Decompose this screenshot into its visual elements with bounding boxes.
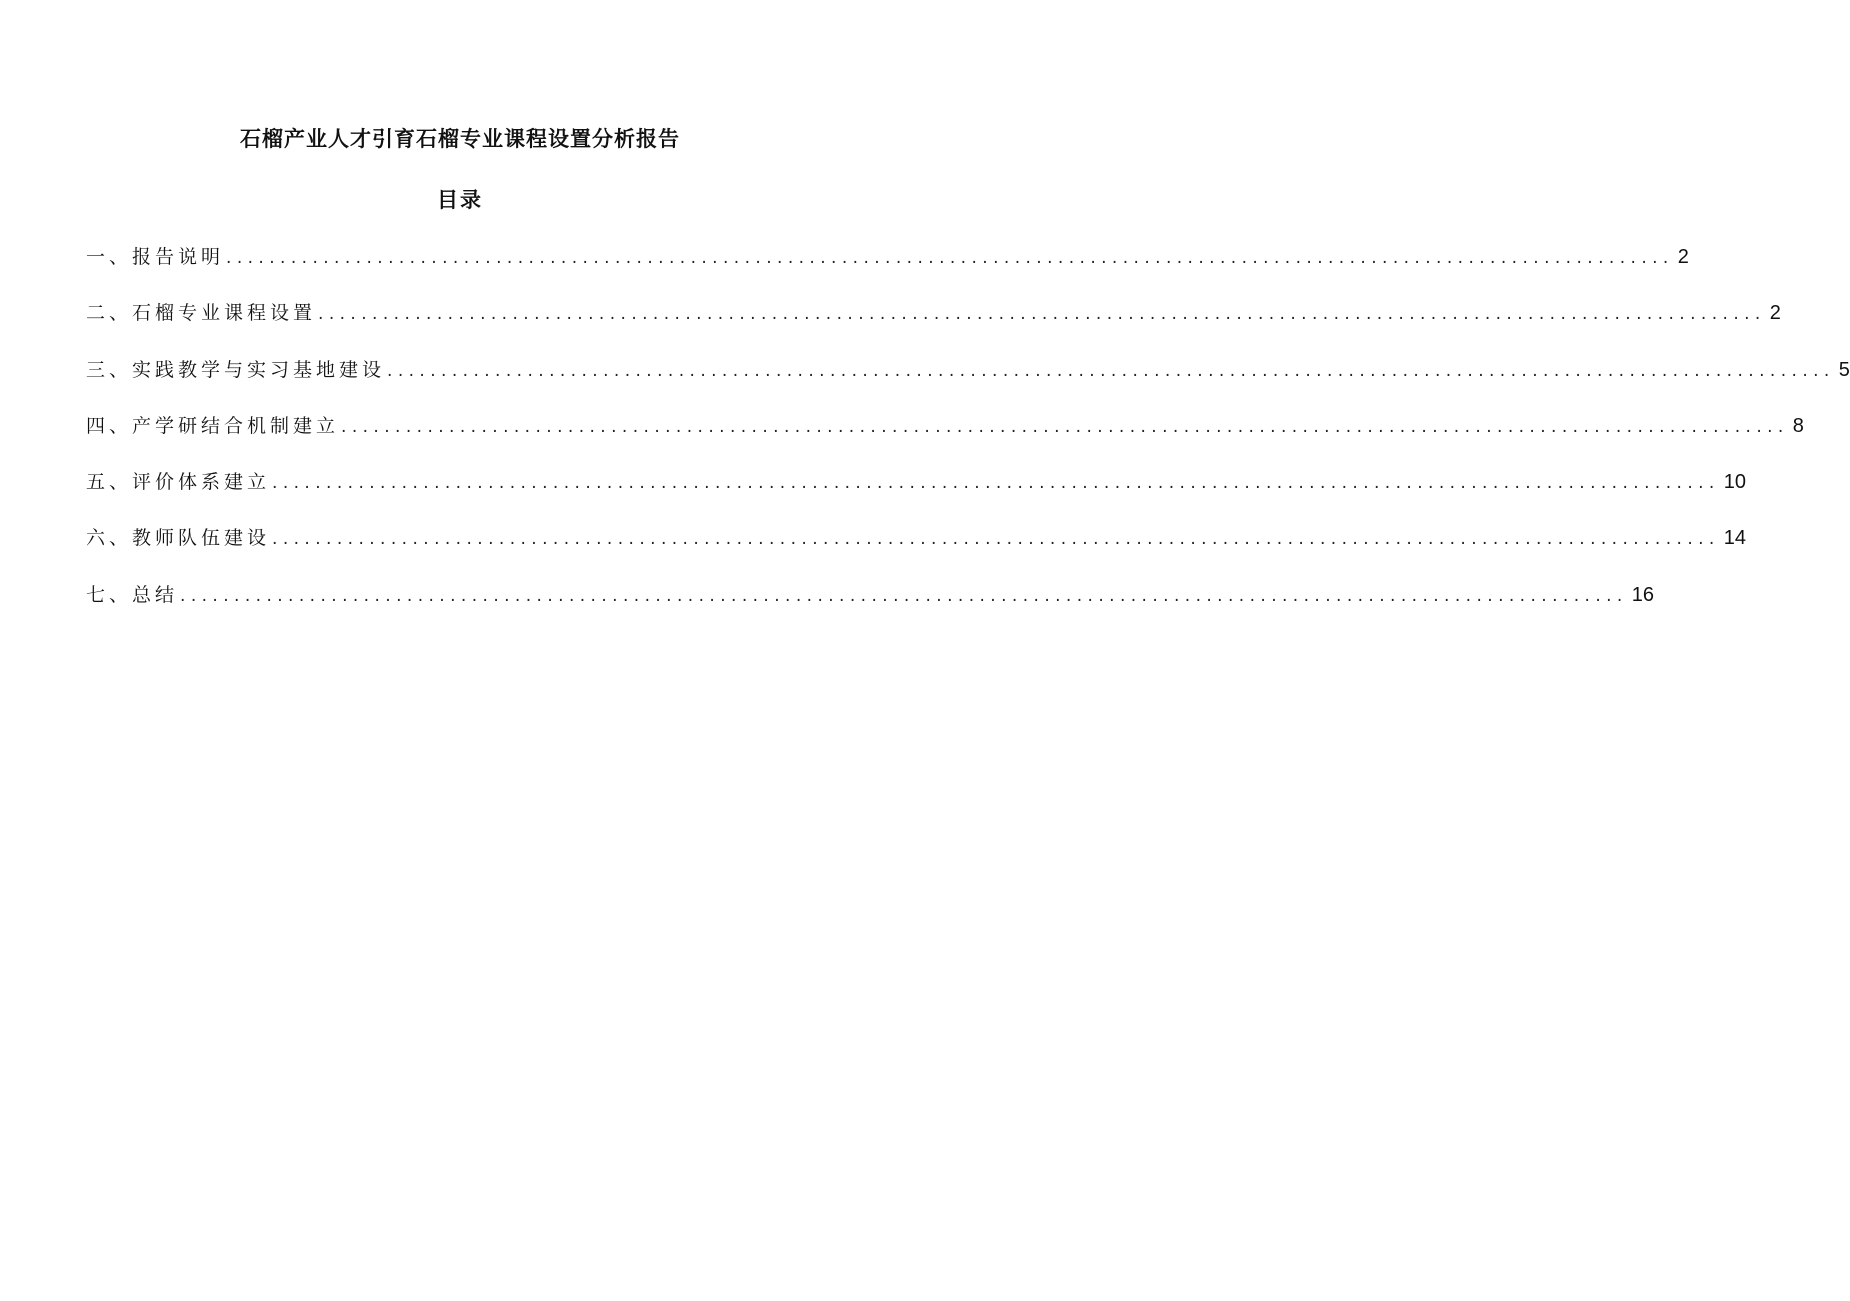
toc-page-number: 2 <box>1769 302 1781 325</box>
toc-entry-3[interactable] <box>86 355 1850 411</box>
toc-entry-label: 五、评价体系建立 <box>86 471 271 494</box>
toc-page-number: 14 <box>1723 527 1746 550</box>
toc-page-number: 10 <box>1723 471 1746 494</box>
toc-dot-leader: ...................................................................................................................................... <box>226 248 1674 268</box>
toc-dot-leader: ...................................................................................................................................... <box>387 360 1835 381</box>
toc-page-number: 16 <box>1631 583 1654 606</box>
toc-entry-label: 一、报告说明 <box>86 246 225 268</box>
document-title: 石榴产业人才引育石榴专业课程设置分析报告 <box>240 127 680 151</box>
toc-entry-7[interactable] <box>86 580 1654 636</box>
toc-page-number: 2 <box>1677 246 1689 268</box>
toc-entry-label: 三、实践教学与实习基地建设 <box>86 358 386 381</box>
toc-entry-1[interactable] <box>86 242 1689 298</box>
table-of-contents <box>86 242 1850 636</box>
toc-entry-label: 二、石榴专业课程设置 <box>86 302 317 325</box>
toc-entry-label: 六、教师队伍建设 <box>86 527 271 550</box>
toc-page-number: 8 <box>1792 414 1804 437</box>
toc-entry-2[interactable] <box>86 298 1781 354</box>
toc-dot-leader: ...................................................................................................................................... <box>180 585 1628 606</box>
toc-entry-6[interactable] <box>86 523 1746 579</box>
toc-entry-5[interactable] <box>86 467 1746 523</box>
toc-dot-leader: ...................................................................................................................................... <box>272 529 1720 550</box>
toc-entry-label: 四、产学研结合机制建立 <box>86 414 340 437</box>
toc-dot-leader: ...................................................................................................................................... <box>341 416 1789 437</box>
toc-dot-leader: ...................................................................................................................................... <box>318 304 1766 325</box>
toc-heading: 目录 <box>437 188 483 212</box>
toc-entry-label: 七、总结 <box>86 583 179 606</box>
toc-entry-4[interactable] <box>86 411 1804 467</box>
toc-page-number: 5 <box>1838 358 1850 381</box>
toc-dot-leader: ...................................................................................................................................... <box>272 473 1720 494</box>
